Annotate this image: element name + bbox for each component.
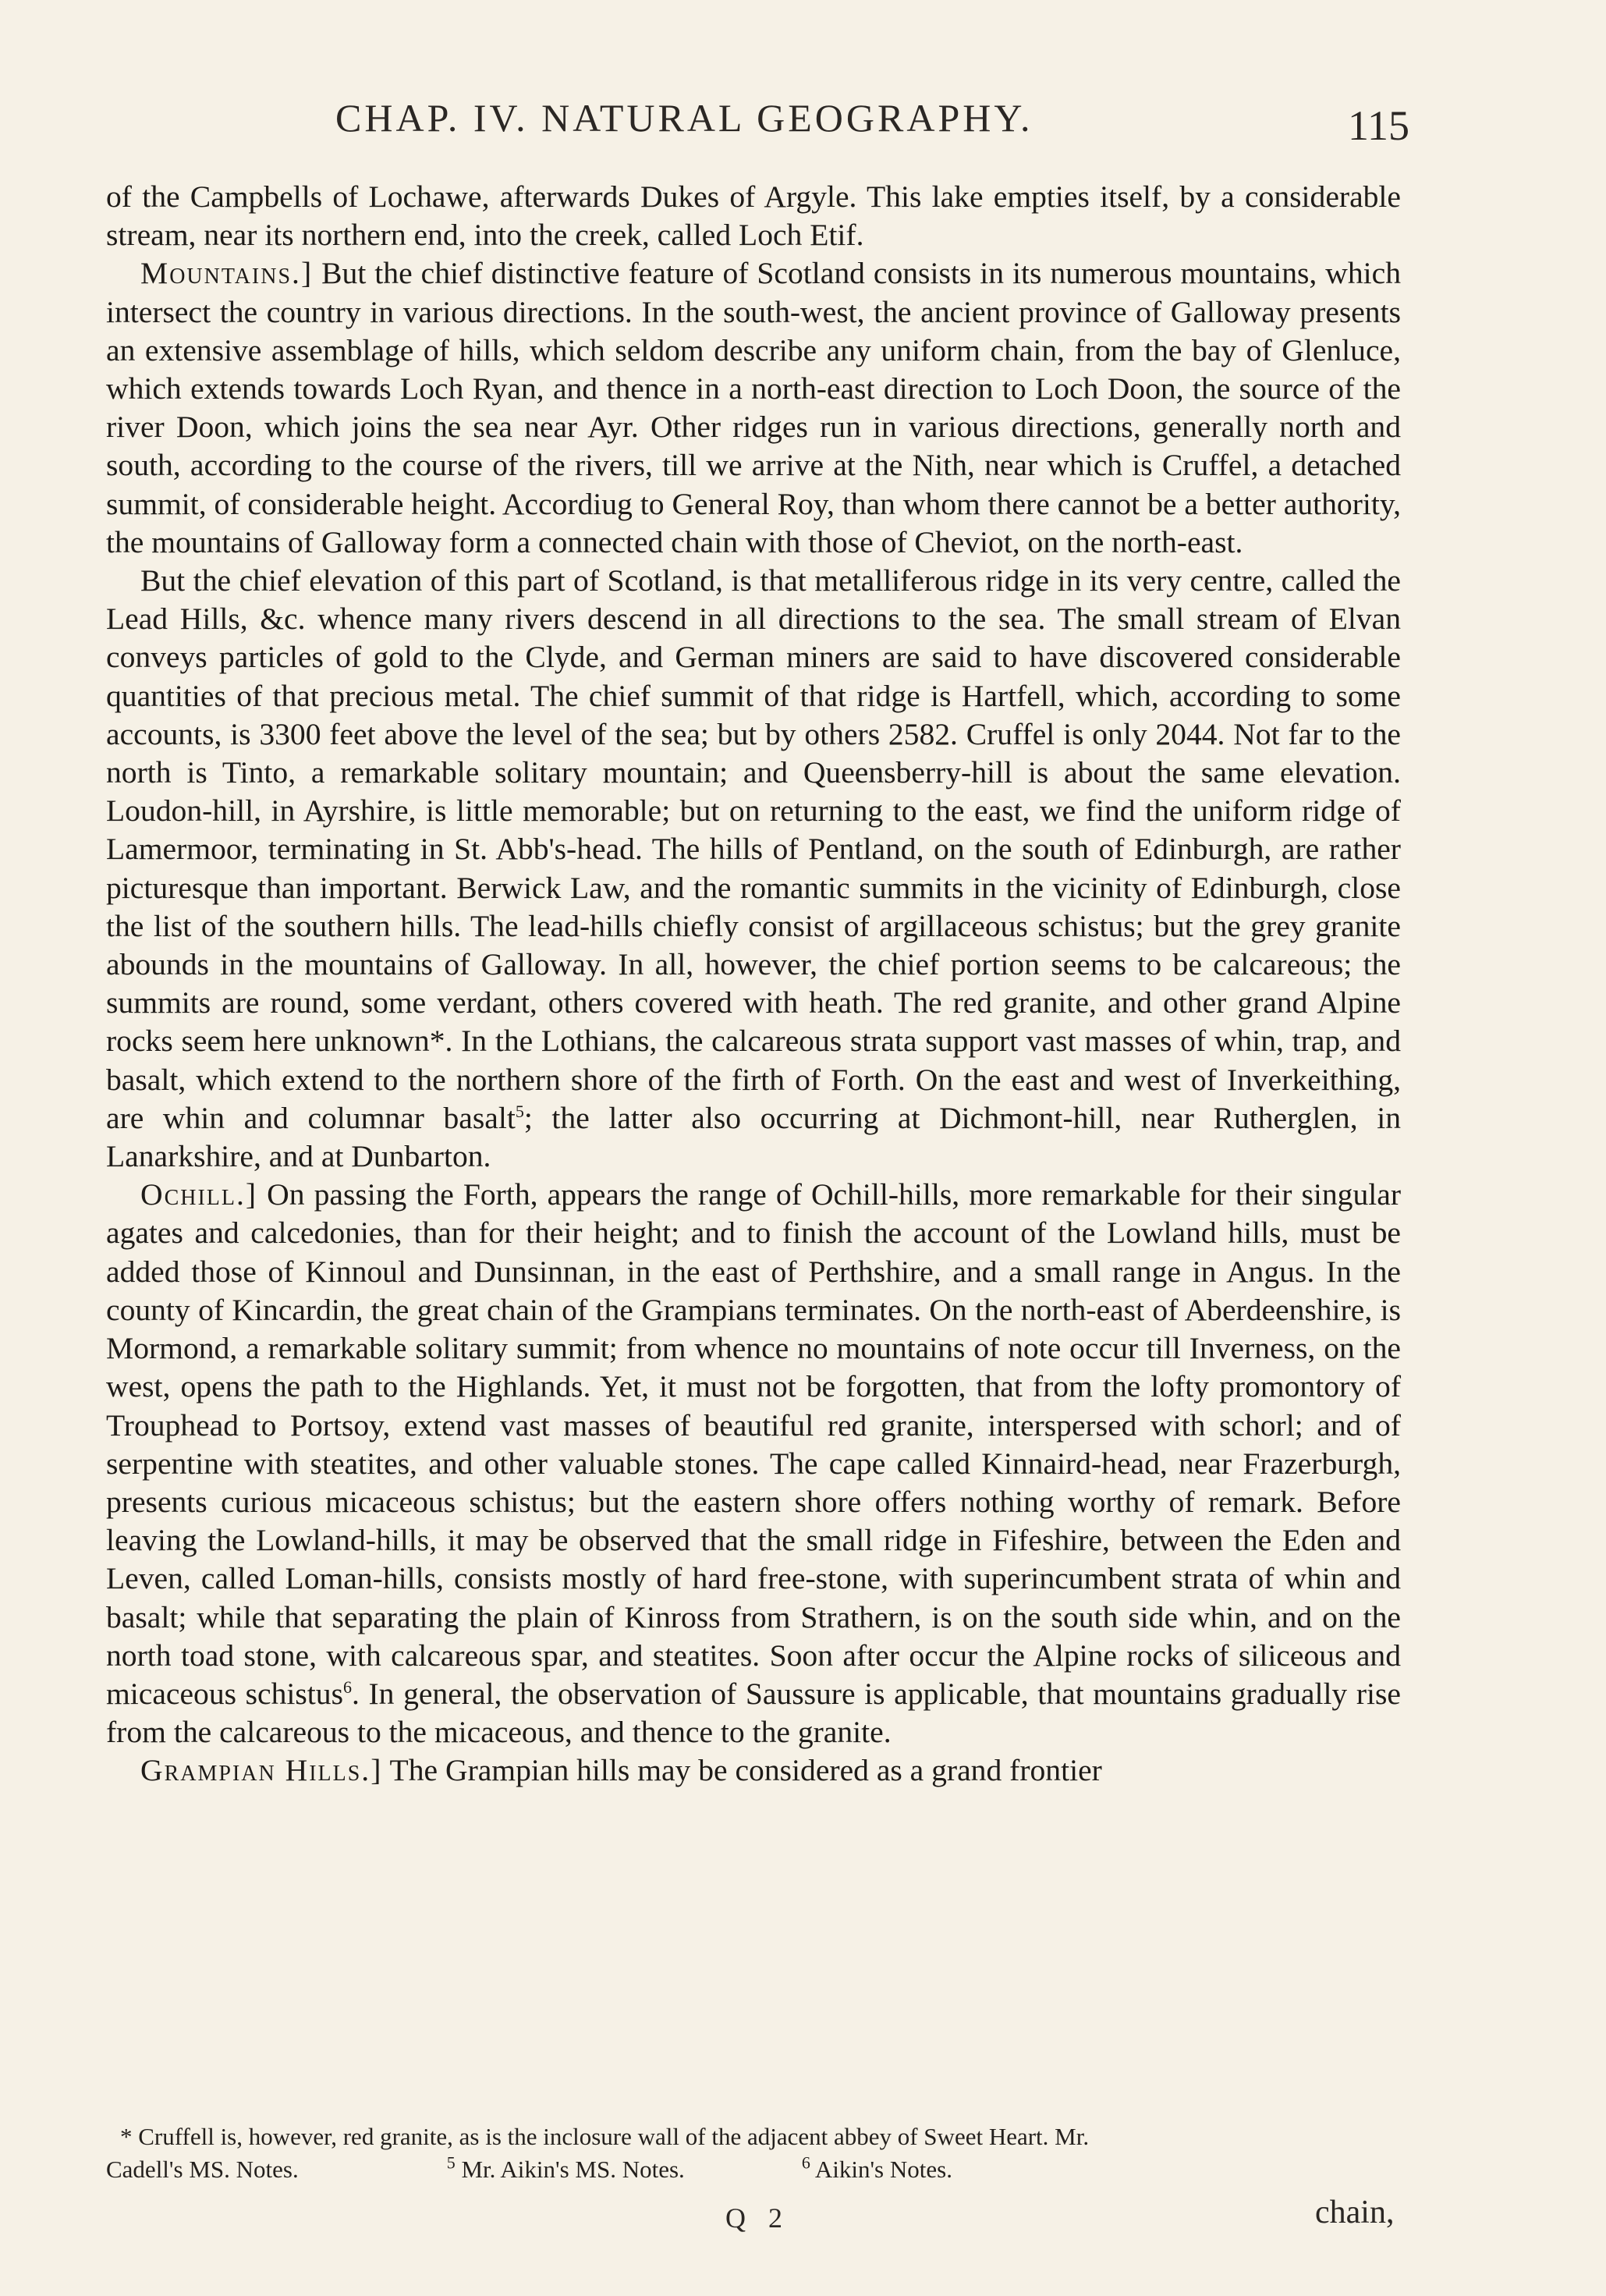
paragraph-ochill-text-b: . In general, the observation of Saussure is applicable, that mountains gradually rise from the calcareous to the micaceous, and thence to the granite.	[106, 1676, 1401, 1750]
paragraph-lead-hills-text-a: But the chief elevation of this part of Scotland, is that metalliferous ridge in its very centre, called the Lead Hills, &c. whence many rivers descend in all directions to the sea. The small stream of Elvan conveys particles of gold to the Clyde, and German miners are said to have discovered considerable quantities of that precious metal. The chief summit of that ridge is Hartfell, which, according to some accounts, is 3300 feet above the level of the sea; but by others 2582. Cruffel is only 2044. Not far to the north is Tinto, a remarkable solitary mountain; and Queensberry-hill is about the same elevation. Loudon-hill, in Ayrshire, is little memorable; but on returning to the east, we find the uniform ridge of Lamermoor, terminating in St. Abb's-head. The hills of Pentland, on the south of Edinburgh, are rather picturesque than important. Berwick Law, and the romantic summits in the vicinity of Edinburgh, close the list of the southern hills. The lead-hills chiefly consist of argillaceous schistus; but the grey granite abounds in the mountains of Galloway. In all, however, the chief portion seems to be calcareous; the summits are round, some verdant, others covered with heath. The red granite, and other grand Alpine rocks seem here unknown*. In the Lothians, the calcareous strata support vast masses of whin, trap, and basalt, which extend to the northern shore of the firth of Forth. On the east and west of Inverkeithing, are whin and columnar basalt	[106, 563, 1401, 1135]
footnote-star: * Cruffell is, however, red granite, as is the inclosure wall of the adjacent abbey of Sweet Heart. Mr.	[120, 2123, 1090, 2150]
footnote-ref-5: 5	[515, 1101, 524, 1121]
page-number: 115	[1348, 102, 1409, 149]
paragraph-ochill-text-a: On passing the Forth, appears the range of Ochill-hills, more remarkable for their singular agates and calcedonies, than for their height; and to finish the account of the Lowland hills, must be added those of Kinnoul and Dunsinnan, in the east of Perthshire, and a small range in Angus. In the county of Kincardin, the great chain of the Grampians terminates. On the north-east of Aberdeenshire, is Mormond, a remarkable solitary summit; from whence no mountains of note occur till Inverness, on the west, opens the path to the Highlands. Yet, it must not be forgotten, that from the lofty promontory of Trouphead to Portsoy, extend vast masses of beautiful red granite, interspersed with schorl; and of serpentine with steatites, and other valuable stones. The cape called Kinnaird-head, near Frazerburgh, presents curious micaceous schistus; but the eastern shore offers nothing worthy of remark. Before leaving the Lowland-hills, it may be observed that the small ridge in Fifeshire, between the Eden and Leven, called Loman-hills, consists mostly of hard free-stone, with superincumbent strata of whin and basalt; while that separating the plain of Kinross from Strathern, is on the south side whin, and on the north toad stone, with calcareous spar, and steatites. Soon after occur the Alpine rocks of siliceous and micaceous schistus	[106, 1177, 1401, 1711]
footnote-6: Aikin's Notes.	[810, 2156, 952, 2183]
footnotes	[106, 2120, 1401, 2186]
paragraph-mountains	[106, 254, 1401, 562]
section-heading-grampian: Grampian Hills.]	[140, 1753, 383, 1788]
section-heading-mountains: Mountains.]	[140, 256, 314, 291]
footnote-5-mark: 5	[446, 2152, 456, 2173]
footnote-line-2	[106, 2153, 1401, 2186]
paragraph-ochill	[106, 1176, 1401, 1751]
paragraph-1-text: of the Campbells of Lochawe, afterwards Dukes of Argyle. This lake empties itself, by a considerable stream, near its northern end, into the creek, called Loch Etif.	[106, 179, 1401, 253]
paragraph-1	[106, 178, 1401, 254]
footnote-6-mark: 6	[801, 2152, 810, 2173]
paragraph-lead-hills	[106, 562, 1401, 1176]
footnote-ref-6: 6	[342, 1677, 352, 1697]
paragraph-lead-hills-text-b: ; the latter also occurring at Dichmont-hill, near Rutherglen, in Lanarkshire, and at Dunbarton.	[106, 1100, 1401, 1174]
footnote-5: Mr. Aikin's MS. Notes.	[455, 2156, 685, 2183]
running-head: CHAP. IV. NATURAL GEOGRAPHY.	[335, 96, 1033, 140]
paragraph-mountains-text: But the chief distinctive feature of Scotland consists in its numerous mountains, which intersect the country in various directions. In the south-west, the ancient province of Galloway presents an extensive assemblage of hills, which seldom describe any uniform chain, from the bay of Glenluce, which extends towards Loch Ryan, and thence in a north-east direction to Loch Doon, the source of the river Doon, which joins the sea near Ayr. Other ridges run in various directions, generally north and south, according to the course of the rivers, till we arrive at the Nith, near which is Cruffel, a detached summit, of considerable height. Accordiug to General Roy, than whom there cannot be a better authority, the mountains of Galloway form a connected chain with those of Cheviot, on the north-east.	[106, 256, 1401, 559]
section-heading-ochill: Ochill.]	[140, 1177, 258, 1212]
body-text	[106, 178, 1401, 1790]
signature-mark: Q 2	[725, 2202, 790, 2234]
paragraph-grampian-text: The Grampian hills may be considered as a grand frontier	[382, 1753, 1102, 1788]
paragraph-grampian	[106, 1751, 1401, 1790]
catchword: chain,	[1315, 2195, 1395, 2230]
footnote-star-cont: Cadell's MS. Notes.	[106, 2156, 299, 2183]
